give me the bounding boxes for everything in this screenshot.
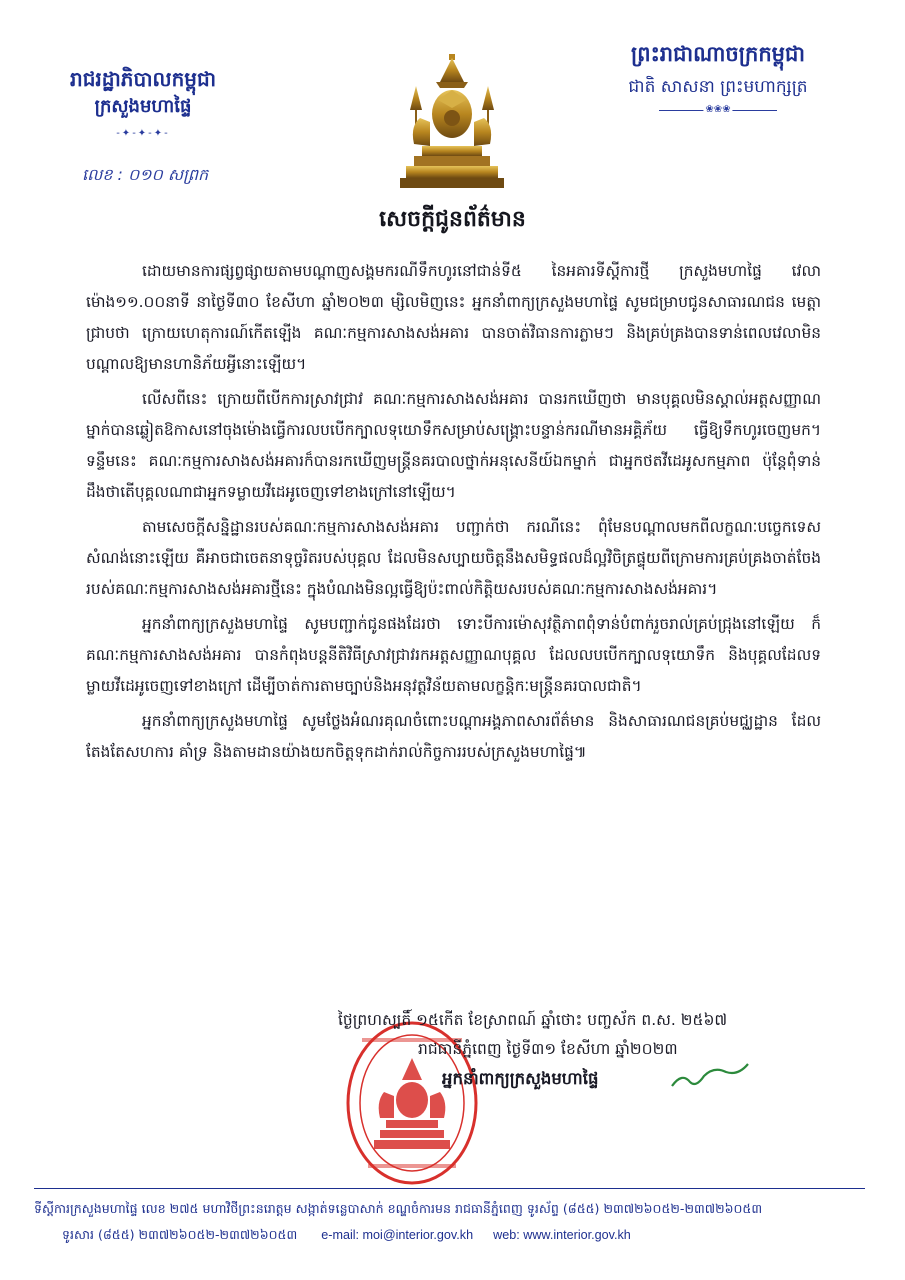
footer-email[interactable]: e-mail: moi@interior.gov.kh (321, 1228, 474, 1242)
government-name: រាជរដ្ឋាភិបាលកម្ពុជា (70, 67, 216, 91)
lunar-date: ថ្ងៃព្រហស្បតិ៍ ១៥កើត ខែស្រាពណ៍ ឆ្នាំថោះ បញ្ចស័ក ព.ស. ២៥៦៧ (338, 1011, 728, 1029)
national-motto: ជាតិ សាសនា ព្រះមហាក្សត្រ (628, 77, 808, 97)
place-date: រាជធានីភ្នំពេញ ថ្ងៃទី៣១ ខែសីហា ឆ្នាំ២០២៣ (418, 1040, 678, 1058)
paragraph: លើសពីនេះ ក្រោយពីបើកការស្រាវជ្រាវ គណៈកម្មការសាងសង់អគារ បានរកឃើញថា មានបុគ្គលមិនស្គាល់អត្តសញ្ញាណម្នាក់បានឆ្លៀតឱកាសនៅចុងម៉ោងធ្វើការលបបើកក្បាលទុយោទឹកសម្រាប់សង្គ្រោះបន្ទាន់ករណីមានអគ្គិភ័យ ធ្វើឱ្យទឹកហូរចេញមក។ ទន្ទឹមនេះ គណៈកម្មការសាងសង់អគារក៏បានរកឃើញមន្ត្រីនគរបាលថ្នាក់អនុសេនីយ៍ឯកម្នាក់ ជាអ្នកថតវីដេអូសកម្មភាព ប៉ុន្តែពុំទាន់ដឹងថាតើបុគ្គលណាជាអ្នកទម្លាយវីដេអូចេញទៅខាងក្រៅនៅឡើយ។ (86, 390, 821, 501)
footer-divider (34, 1188, 865, 1189)
document-title: សេចក្តីជូនព័ត៌មាន (379, 207, 526, 232)
paragraph: ដោយមានការផ្សព្វផ្សាយតាមបណ្តាញសង្គមករណីទឹកហូរនៅជាន់ទី៥ នៃអគារទីស្តីការថ្មី ក្រសួងមហាផ្ទៃ វេលាម៉ោង១១.០០នាទី នាថ្ងៃទី៣០ ខែសីហា ឆ្នាំ២០២៣ ម្សិលមិញនេះ អ្នកនាំពាក្យក្រសួងមហាផ្ទៃ សូមជម្រាបជូនសាធារណជន មេត្តាជ្រាបថា ក្រោយហេតុការណ៍កើតឡើង គណៈកម្មការសាងសង់អគារ បានចាត់វិធានការភ្លាមៗ និងគ្រប់គ្រងបានទាន់ពេលវេលាមិនបណ្តាលឱ្យមានហានិភ័យអ្វីនោះឡើយ។ (86, 262, 821, 373)
footer-web[interactable]: web: www.interior.gov.kh (493, 1228, 631, 1242)
document-body (86, 256, 821, 772)
kingdom-name: ព្រះរាជាណាចក្រកម្ពុជា (630, 42, 805, 66)
reference-number: លេខ : ០១០ សព្រក (82, 165, 209, 184)
ministry-header (48, 66, 238, 143)
paragraph: អ្នកនាំពាក្យក្រសួងមហាផ្ទៃ សូមបញ្ជាក់ជូនផងដែរថា ទោះបីការម៉ោសុវត្ថិភាពពុំទាន់បំពាក់រួចរាល់គ្រប់ជ្រុងនៅឡើយ ក៏គណៈកម្មការសាងសង់អគារ បានកំពុងបន្តនីតិវិធីស្រាវជ្រាវរកអត្តសញ្ញាណបុគ្គល ដែលលបបើកក្បាលទុយោទឹក និងបុគ្គលដែលទម្លាយវីដេអូចេញទៅខាងក្រៅ ដើម្បីចាត់ការតាមច្បាប់និងអនុវត្តវិន័យតាមលក្ខន្តិកៈមន្ត្រីនគរបាលជាតិ។ (86, 615, 821, 695)
ornament-divider-icon: -✦-✦-✦- (116, 128, 170, 139)
royal-emblem-icon (392, 52, 512, 192)
footer-contact (34, 1222, 865, 1248)
paragraph: តាមសេចក្តីសន្និដ្ឋានរបស់គណៈកម្មការសាងសង់អគារ បញ្ជាក់ថា ករណីនេះ ពុំមែនបណ្តាលមកពីលក្ខណៈបច្ចេកទេសសំណង់នោះឡើយ គឺអាចជាចេតនាទុច្ចរិតរបស់បុគ្គល ដែលមិនសប្បាយចិត្តនឹងសមិទ្ធផលដ៏ល្អវិចិត្រផ្ទុយពីក្រោមការគ្រប់គ្រងចាត់ចែងរបស់គណៈកម្មការសាងសង់អគារថ្មីនេះ ក្នុងបំណងមិនល្អធ្វើឱ្យប៉ះពាល់កិត្តិយសរបស់គណៈកម្មការសាងសង់អគារ។ (86, 518, 821, 598)
footer-address: ទីស្តីការក្រសួងមហាផ្ទៃ លេខ ២៧៥ មហាវិថីព្រះនរោត្តម សង្កាត់ទន្លេបាសាក់ ខណ្ឌចំការមន រាជធានីភ្នំពេញ ទូរស័ព្ទ (៨៥៥) ២៣៧២៦០៥២-២៣៧២៦០៥៣ (34, 1201, 763, 1216)
ornament-icon: ❀❀❀ (705, 104, 731, 115)
signature-icon (668, 1058, 752, 1094)
footer-fax: ទូរសារ (៨៥៥) ២៣៧២៦០៥២-២៣៧២៦០៥៣ (62, 1227, 298, 1242)
footer (34, 1196, 865, 1248)
paragraph: អ្នកនាំពាក្យក្រសួងមហាផ្ទៃ សូមថ្លែងអំណរគុណចំពោះបណ្តាអង្គភាពសារព័ត៌មាន និងសាធារណជនគ្រប់មជ្ឈដ្ឋាន ដែលតែងតែសហការ គាំទ្រ និងតាមដានយ៉ាងយកចិត្តទុកដាក់រាល់កិច្ចការរបស់ក្រសួងមហាផ្ទៃ៕ (86, 712, 821, 761)
ministry-name: ក្រសួងមហាផ្ទៃ (94, 96, 192, 117)
kingdom-header (588, 40, 848, 115)
signatory-title: អ្នកនាំពាក្យក្រសួងមហាផ្ទៃ (442, 1069, 599, 1088)
motto-divider (659, 104, 777, 115)
